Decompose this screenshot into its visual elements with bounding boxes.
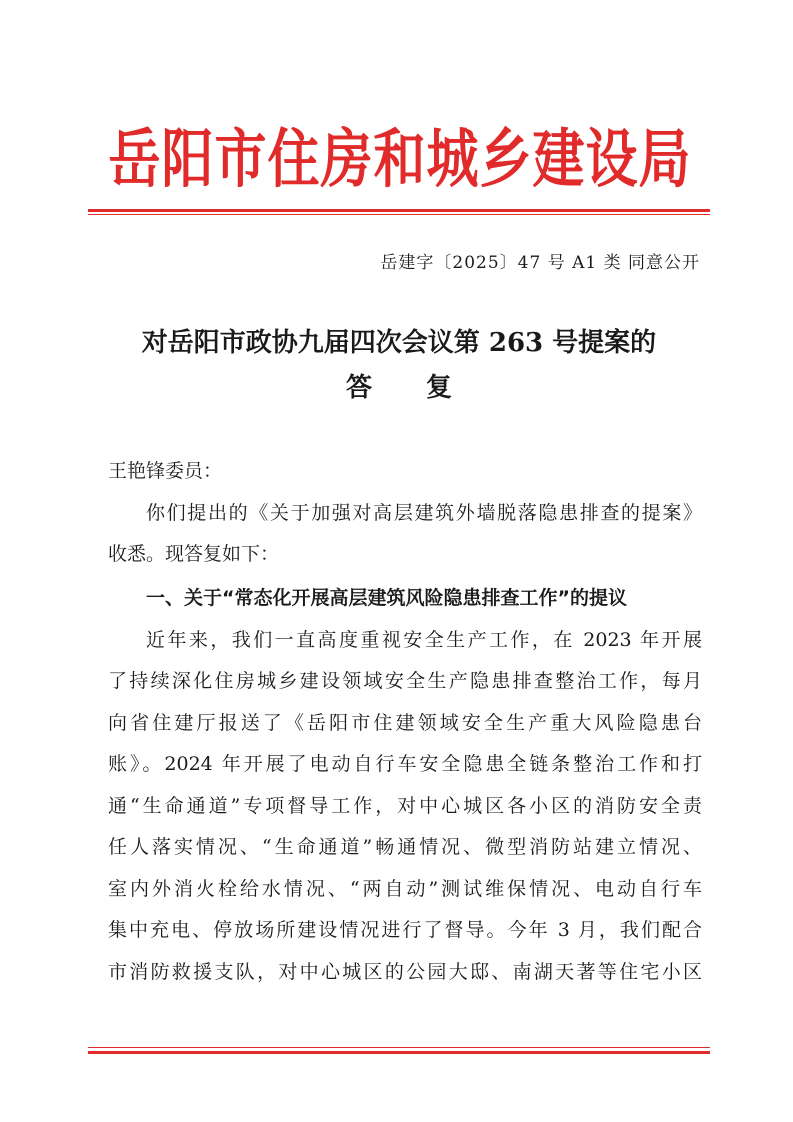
- body-line: 市消防救援支队，对中心城区的公园大邸、南湖天著等住宅小区: [108, 961, 702, 983]
- body-line: 向省住建厅报送了《岳阳市住建领域安全生产重大风险隐患台: [108, 712, 702, 734]
- letterhead-title: 岳阳市住房和城乡建设局: [108, 123, 692, 198]
- footer-rule-top: [88, 1047, 710, 1048]
- document-number: 岳建字〔2025〕47 号 A1 类 同意公开: [380, 253, 700, 273]
- section-heading: 一、关于“常态化开展高层建筑风险隐患排查工作”的提议: [146, 587, 627, 609]
- body-line: 你们提出的《关于加强对高层建筑外墙脱落隐患排查的提案》: [146, 502, 702, 524]
- body-line: 通“生命通道”专项督导工作，对中心城区各小区的消防安全责: [108, 795, 702, 817]
- body-line: 账》。2024 年开展了电动自行车安全隐患全链条整治工作和打: [108, 753, 702, 775]
- footer-rule-bottom: [88, 1051, 710, 1054]
- body-line: 收悉。现答复如下：: [108, 543, 280, 565]
- body-line: 任人落实情况、“生命通道”畅通情况、微型消防站建立情况、: [108, 836, 702, 858]
- body-line: 近年来，我们一直高度重视安全生产工作，在 2023 年开展: [146, 629, 702, 651]
- body-line: 室内外消火栓给水情况、“两自动”测试维保情况、电动自行车: [108, 878, 702, 900]
- salutation: 王艳锋委员：: [108, 460, 223, 482]
- letterhead-rule-bottom: [88, 214, 710, 215]
- body-line: 集中充电、停放场所建设情况进行了督导。今年 3 月，我们配合: [108, 919, 702, 941]
- body-line: 了持续深化住房城乡建设领域安全生产隐患排查整治工作，每月: [108, 670, 702, 692]
- letterhead-rule-top: [88, 209, 710, 212]
- document-title-line-2: 答复: [345, 373, 506, 403]
- document-title-line-1: 对岳阳市政协九届四次会议第 263 号提案的: [141, 328, 657, 358]
